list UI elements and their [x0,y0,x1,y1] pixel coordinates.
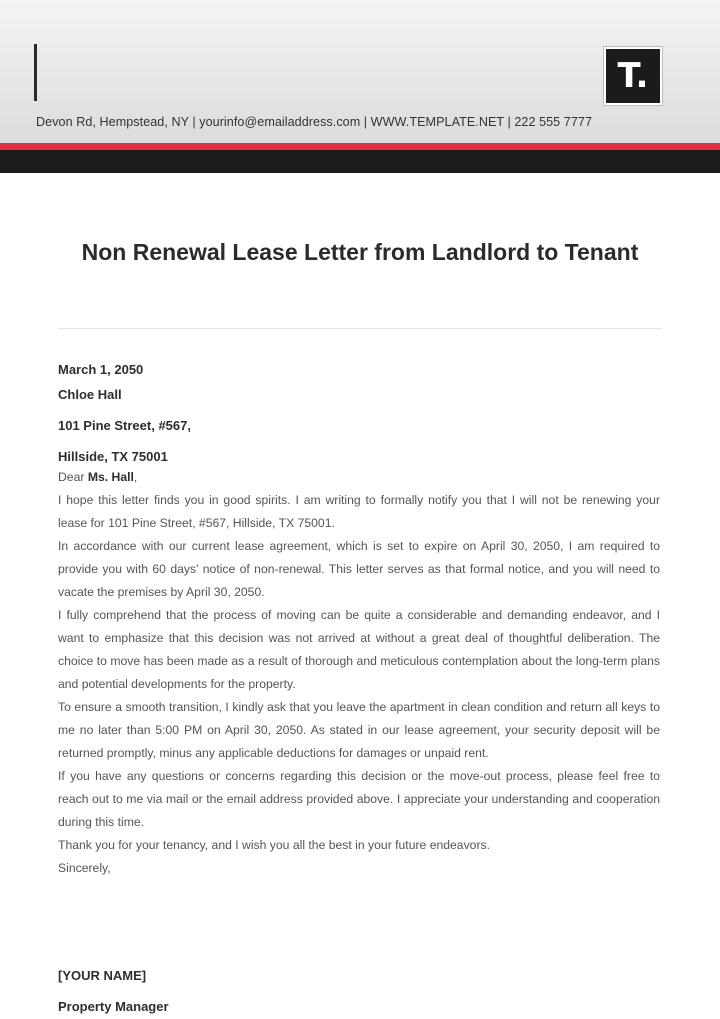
recipient-address-line1: 101 Pine Street, #567, [58,418,191,433]
recipient-name: Chloe Hall [58,387,122,402]
letterhead [0,0,720,143]
brand-logo [604,47,662,105]
letter-body [58,466,660,880]
body-paragraph: Thank you for your tenancy, and I wish you all the best in your future endeavors. [58,838,490,852]
red-stripe [0,143,720,150]
signature-title: Property Manager [58,999,169,1014]
dark-stripe [0,150,720,173]
closing: Sincerely, [58,861,111,875]
document-title: Non Renewal Lease Letter from Landlord to Tenant [81,239,639,265]
body-paragraph: To ensure a smooth transition, I kindly ask that you leave the apartment in clean condition and return all keys to me no later than 5:00 PM on April 30, 2050. As stated in our lease agreement, your security deposit will be returned promptly, minus any applicable deductions for damages or unpaid rent. [58,700,660,760]
body-paragraph: If you have any questions or concerns regarding this decision or the move-out process, please feel free to reach out to me via mail or the email address provided above. I appreciate your understanding and cooperation during this time. [58,769,660,829]
accent-bar [34,44,37,101]
letter-date: March 1, 2050 [58,362,144,377]
recipient-address-line2: Hillside, TX 75001 [58,449,168,464]
logo-text: T. [617,56,649,96]
salutation-name: Ms. Hall [87,470,134,484]
signature-name: [YOUR NAME] [58,968,147,983]
salutation: Dear Ms. Hall, [58,470,138,484]
contact-info: Devon Rd, Hempstead, NY | yourinfo@emailaddress.com | WWW.TEMPLATE.NET | 222 555 7777 [36,115,593,129]
body-paragraph: In accordance with our current lease agreement, which is set to expire on April 30, 2050, I am required to provide you with 60 days' notice of non-renewal. This letter serves as that formal notice, and you will need to vacate the premises by April 30, 2050. [58,539,660,599]
body-paragraph: I fully comprehend that the process of moving can be quite a considerable and demanding endeavor, and I want to emphasize that this decision was not arrived at without a great deal of thoughtful deliberation. The choice to move has been made as a result of thorough and meticulous contemplation about the long-term plans and potential developments for the property. [58,608,660,691]
body-paragraph: I hope this letter finds you in good spirits. I am writing to formally notify you that I will not be renewing your lease for 101 Pine Street, #567, Hillside, TX 75001. [58,493,660,530]
divider [58,328,662,329]
